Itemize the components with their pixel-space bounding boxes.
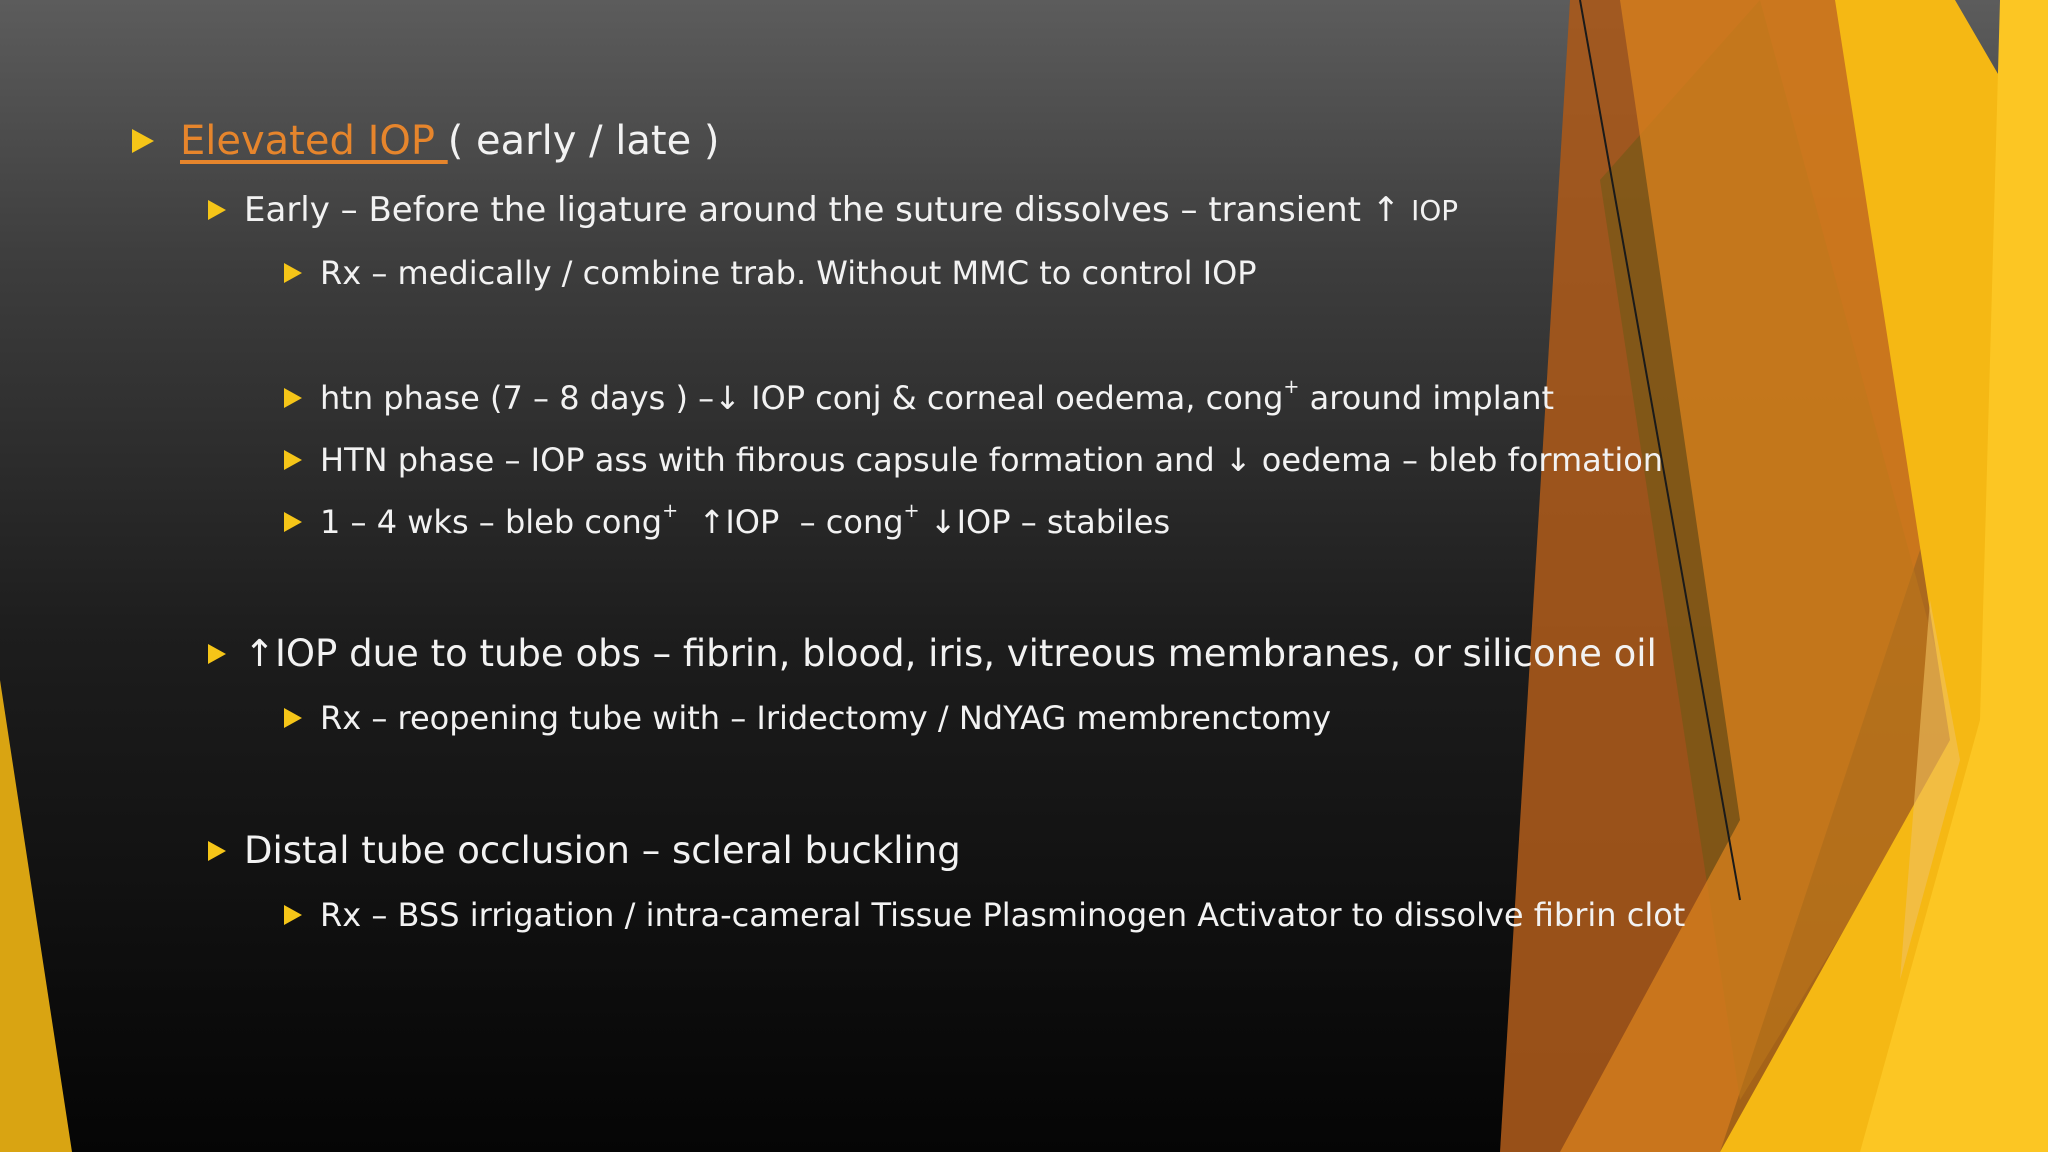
early-iop-text: IOP [1411, 193, 1459, 227]
triangle-bullet-icon [284, 450, 302, 470]
cong-superscript: + [1283, 374, 1300, 398]
triangle-bullet-icon [284, 263, 302, 283]
triangle-bullet-icon [208, 644, 226, 664]
early-rx-text: Rx – medically / combine trab. Without MMC to control IOP [320, 254, 1257, 292]
triangle-bullet-icon [208, 200, 226, 220]
cong-superscript: + [662, 498, 679, 522]
bullet-tube-obs-rx [284, 699, 1331, 737]
bullet-distal-rx [284, 896, 1685, 934]
bullet-1-4-wks [284, 498, 1171, 541]
htn-phase-text: htn phase (7 – 8 days ) –↓ IOP conj & corneal oedema, cong [320, 379, 1284, 417]
HTN-phase-text: HTN phase – IOP ass with fibrous capsule formation and ↓ oedema – bleb formation [320, 441, 1664, 479]
triangle-bullet-icon [284, 388, 302, 408]
tube-obs-rx-text: Rx – reopening tube with – Iridectomy / NdYAG membrenctomy [320, 699, 1332, 737]
triangle-bullet-icon [284, 708, 302, 728]
triangle-bullet-icon [284, 905, 302, 925]
triangle-bullet-icon [208, 841, 226, 861]
cong-superscript: + [903, 498, 920, 522]
bullet-early-rx [284, 254, 1257, 292]
distal-tube-text: Distal tube occlusion – scleral buckling [244, 829, 961, 872]
wks-text-mid: ↑IOP – cong [678, 503, 904, 541]
early-late-text: ( early / late ) [447, 118, 720, 164]
distal-rx-text: Rx – BSS irrigation / intra-cameral Tissue Plasminogen Activator to dissolve fibrin clot [320, 896, 1686, 934]
htn-phase-text-end: around implant [1299, 379, 1555, 417]
bullet-elevated-iop [132, 118, 720, 164]
bullet-HTN-phase [284, 441, 1663, 479]
triangle-bullet-icon [284, 512, 302, 532]
wks-text-end: ↓IOP – stabiles [919, 503, 1171, 541]
wks-text: 1 – 4 wks – bleb cong [320, 503, 663, 541]
triangle-bullet-icon [132, 129, 154, 153]
bullet-tube-obs [208, 632, 1657, 675]
bullet-early [208, 190, 1458, 230]
tube-obs-text: ↑IOP due to tube obs – fibrin, blood, iris, vitreous membranes, or silicone oil [244, 632, 1657, 675]
bullet-distal-tube [208, 829, 961, 872]
bullet-htn-phase [284, 374, 1555, 417]
elevated-iop-link[interactable]: Elevated IOP [180, 118, 448, 164]
early-text: Early – Before the ligature around the suture dissolves – transient ↑ [244, 190, 1412, 230]
